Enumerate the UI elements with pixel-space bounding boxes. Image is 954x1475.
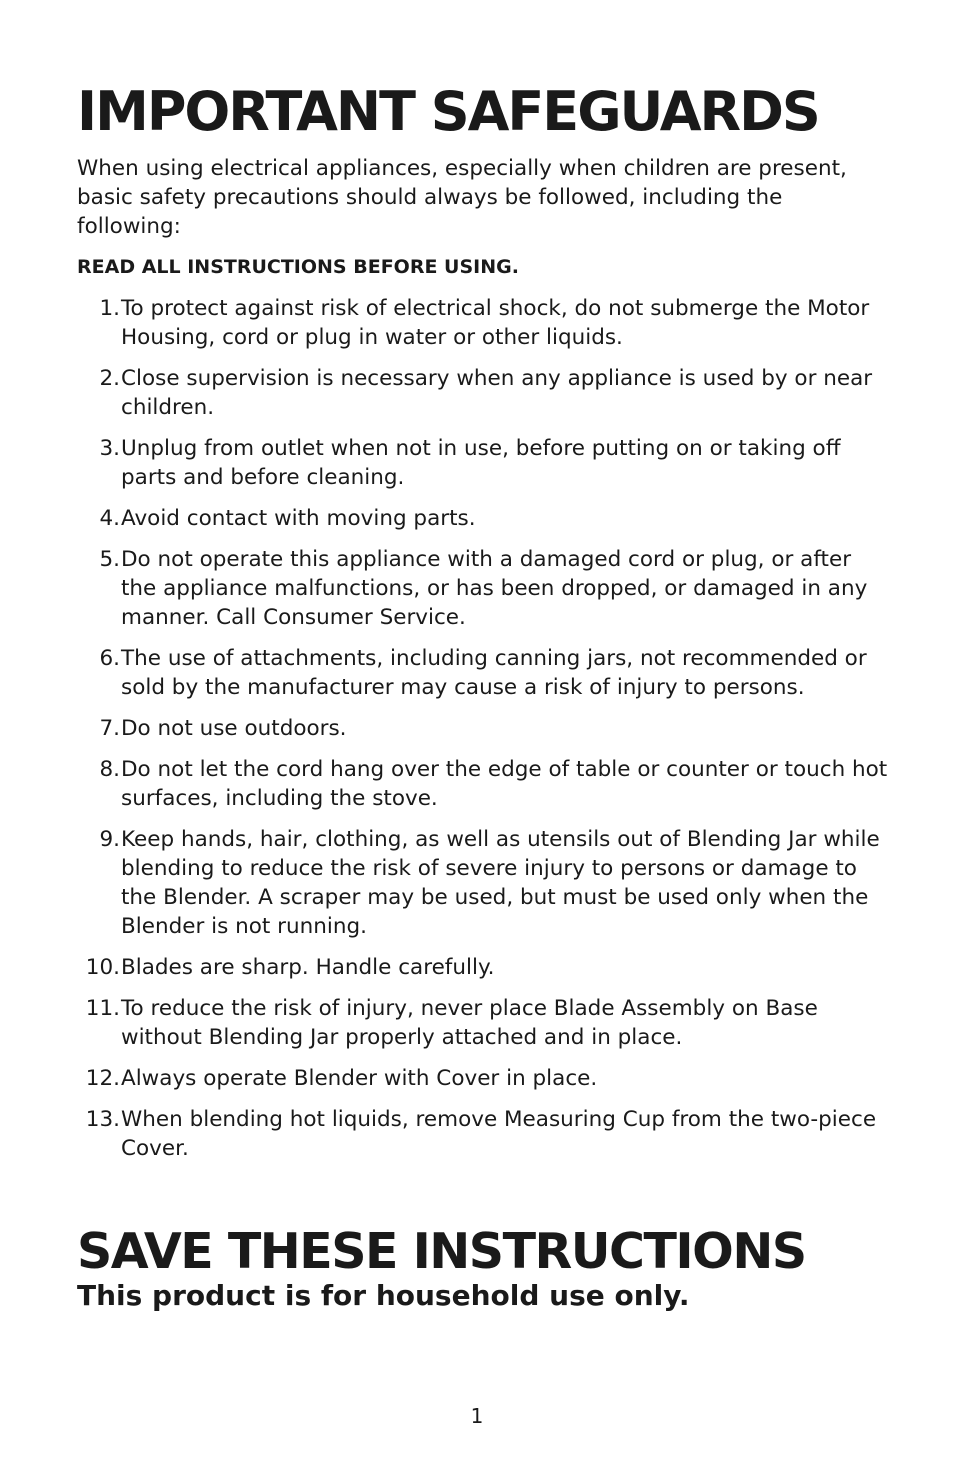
list-item-text: Close supervision is necessary when any appliance is used by or near children. [121,366,873,420]
list-item-number: 5. [99,547,120,572]
page-number: 1 [470,1404,484,1428]
list-item-number: 3. [99,436,120,461]
list-item-text: Keep hands, hair, clothing, as well as utensils out of Blending Jar while blending to reduce the risk of severe injury to persons or damage to the Blender. A scraper may be used, but must be used only when the Blender is not running. [121,827,880,939]
list-item-number: 9. [99,827,120,852]
list-item-text: Avoid contact with moving parts. [121,506,476,531]
read-all-instructions: READ ALL INSTRUCTIONS BEFORE USING. [77,256,519,278]
list-item [77,1064,892,1093]
list-item-text: Do not operate this appliance with a damaged cord or plug, or after the appliance malfunctions, or has been dropped, or damaged in any manner. Call Consumer Service. [121,547,868,630]
list-item-number: 2. [99,366,120,391]
list-item-number: 12. [85,1066,120,1091]
list-item-text: The use of attachments, including canning jars, not recommended or sold by the manufacturer may cause a risk of injury to persons. [121,646,867,700]
list-item-text: Always operate Blender with Cover in place. [121,1066,598,1091]
list-item-number: 1. [99,296,120,321]
list-item [77,434,892,492]
list-item-number: 13. [85,1107,120,1132]
list-item-number: 11. [85,996,120,1021]
list-item-number: 4. [99,506,120,531]
list-item [77,953,892,982]
page-title: IMPORTANT SAFEGUARDS [77,80,819,143]
list-item [77,825,892,941]
list-item-text: To reduce the risk of injury, never place Blade Assembly on Base without Blending Jar properly attached and in place. [121,996,818,1050]
household-use-note: This product is for household use only. [77,1279,690,1312]
safeguards-list [77,294,892,1175]
list-item-text: Blades are sharp. Handle carefully. [121,955,495,980]
list-item [77,1105,892,1163]
list-item-number: 8. [99,757,120,782]
list-item-number: 7. [99,716,120,741]
list-item [77,644,892,702]
list-item [77,755,892,813]
list-item-text: When blending hot liquids, remove Measuring Cup from the two-piece Cover. [121,1107,877,1161]
list-item [77,545,892,632]
list-item-number: 10. [85,955,120,980]
list-item [77,504,892,533]
list-item [77,994,892,1052]
list-item-text: To protect against risk of electrical shock, do not submerge the Motor Housing, cord or plug in water or other liquids. [121,296,870,350]
save-instructions-heading: SAVE THESE INSTRUCTIONS [77,1223,806,1280]
intro-paragraph: When using electrical appliances, especially when children are present, basic safety precautions should always be followed, including the following: [77,156,847,239]
list-item [77,294,892,352]
list-item-text: Do not use outdoors. [121,716,347,741]
list-item-text: Unplug from outlet when not in use, before putting on or taking off parts and before cleaning. [121,436,841,490]
list-item [77,364,892,422]
list-item [77,714,892,743]
list-item-number: 6. [99,646,120,671]
list-item-text: Do not let the cord hang over the edge of table or counter or touch hot surfaces, including the stove. [121,757,888,811]
